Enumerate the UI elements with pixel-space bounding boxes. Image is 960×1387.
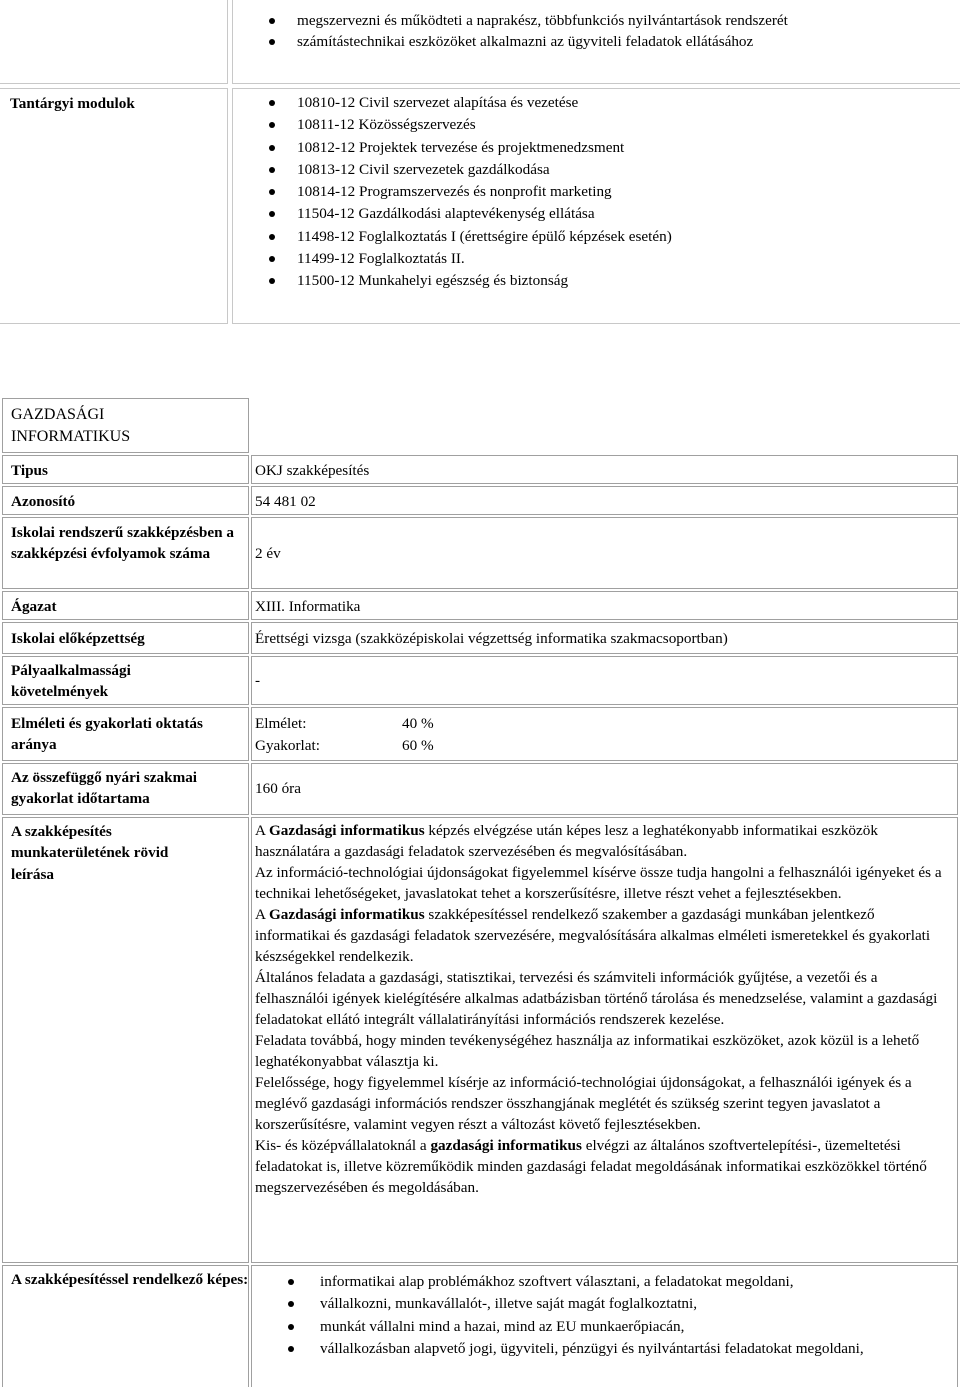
- nyari-label: Az összefüggő nyári szakmai gyakorlat időtartama: [11, 769, 198, 808]
- list-item: megszervezni és működteti a naprakész, többfunkciós nyilvántartások rendszerét: [259, 10, 788, 31]
- bullet-icon: [288, 1279, 294, 1285]
- kepes-value-cell: [251, 1265, 958, 1387]
- agazat-label-cell: [2, 591, 249, 620]
- nyari-label-cell: [2, 763, 249, 815]
- list-item: vállalkozásban alapvető jogi, ügyviteli, pénzügyi és nyilvántartási feladatokat megoldani,: [278, 1338, 918, 1360]
- leiras-paragraph: A Gazdasági informatikus szakképesítéssel rendelkező szakember a gazdasági munkában jelentkező informatikai és gazdasági feladatok szervezésére, megvalósítására alkalmas elméleti ismeretekkel és gyakorlati készségekkel rendelkezik.: [255, 906, 931, 965]
- leiras-value-cell: [251, 817, 958, 1263]
- list-item: 11500-12 Munkahelyi egészség és biztonság: [259, 270, 672, 292]
- bullet-icon: [269, 18, 275, 24]
- azonosito-label-cell: [2, 486, 249, 515]
- leiras-paragraph: Az információ-technológiai újdonságokat figyelemmel kísérve össze tudja hangolni a felhasználói igényeket és a technikai lehetőségeket, javaslatokat tehet a korszerűsítésre, illetve részt vehet a fejlesztésekben.: [255, 864, 942, 902]
- bullet-icon: [269, 122, 275, 128]
- bullet-icon: [269, 39, 275, 45]
- elokepzettseg-value: Érettségi vizsga (szakközépiskolai végzettség informatika szakmacsoportban): [255, 630, 728, 647]
- leiras-paragraph: Felelőssége, hogy figyelemmel kísérje az információ-technológiai újdonságokat, a felhasználói igények és a meglévő gazdasági információs rendszer összhangjának meglétét és szükség szerint tegyen javaslatot a korszerűsítésre, valamint vegyen részt a változást követő fejlesztésekben.: [255, 1074, 912, 1133]
- modules-label-cell: [0, 88, 228, 324]
- nyari-value-cell: [251, 763, 958, 815]
- arany-value-cell: [251, 707, 958, 761]
- bullet-icon: [269, 278, 275, 284]
- bullet-icon: [269, 256, 275, 262]
- list-item: 11498-12 Foglalkoztatás I (érettségire épülő képzések esetén): [259, 226, 672, 248]
- top-left-cell: [0, 0, 228, 84]
- bullet-icon: [269, 189, 275, 195]
- elokepzettseg-value-cell: [251, 622, 958, 654]
- kepes-list: [278, 1271, 918, 1361]
- elokepzettseg-label-cell: [2, 622, 249, 654]
- list-item: 10811-12 Közösségszervezés: [259, 114, 672, 136]
- azonosito-value-cell: [251, 486, 958, 515]
- elmelet-value: 40 %: [402, 715, 434, 732]
- nyari-value: 160 óra: [255, 780, 301, 797]
- agazat-label: Ágazat: [11, 598, 57, 615]
- tipus-value: OKJ szakképesítés: [255, 462, 370, 479]
- bullet-icon: [269, 234, 275, 240]
- list-item: 11504-12 Gazdálkodási alaptevékenység ellátása: [259, 203, 672, 225]
- kepes-label: A szakképesítéssel rendelkező képes:: [11, 1271, 249, 1288]
- bullet-icon: [288, 1346, 294, 1352]
- leiras-paragraph: Feladata továbbá, hogy minden tevékenységéhez használja az informatikai eszközöket, azok közül is a lehető leghatékonyabbat választja ki.: [255, 1032, 920, 1070]
- list-item: informatikai alap problémákhoz szoftvert választani, a feladatokat megoldani,: [278, 1271, 918, 1293]
- top-bullet-list: [259, 10, 788, 53]
- arany-label-cell: [2, 707, 249, 761]
- kepes-label-cell: [2, 1265, 249, 1387]
- bullet-icon: [269, 211, 275, 217]
- leiras-label: A szakképesítés munkaterületének rövid leírása: [11, 823, 169, 883]
- agazat-value-cell: [251, 591, 958, 620]
- palyaalkalmassag-label-cell: [2, 656, 249, 705]
- arany-label: Elméleti és gyakorlati oktatás aránya: [11, 715, 203, 754]
- elmelet-label: Elmélet:: [255, 715, 307, 732]
- bullet-icon: [288, 1324, 294, 1330]
- bullet-icon: [269, 167, 275, 173]
- evfolyam-label: Iskolai rendszerű szakképzésben a szakképzési évfolyamok száma: [11, 524, 234, 563]
- gyakorlat-label: Gyakorlat:: [255, 737, 320, 754]
- page-title: GAZDASÁGI INFORMATIKUS: [11, 406, 131, 445]
- list-item: munkát vállalni mind a hazai, mind az EU munkaerőpiacán,: [278, 1316, 918, 1338]
- leiras-paragraph: Általános feladata a gazdasági, statisztikai, tervezési és számviteli információk gyűjtése, a vezetői és a felhasználói igények kielégítésére alkalmas adatbázisban történő tárolása és menedzselése, valamint a gazdasági feladatokat ellátó integrált vállalatirányítási információs rendszerek kezelése.: [255, 969, 938, 1028]
- leiras-label-cell: [2, 817, 249, 1263]
- palyaalkalmassag-label: Pályaalkalmassági követelmények: [11, 662, 131, 701]
- list-item: számítástechnikai eszközöket alkalmazni az ügyviteli feladatok ellátásához: [259, 31, 788, 52]
- list-item: vállalkozni, munkavállalót-, illetve saját magát foglalkoztatni,: [278, 1293, 918, 1315]
- modules-label: Tantárgyi modulok: [10, 95, 135, 112]
- modules-list-cell: [232, 88, 960, 324]
- evfolyam-label-cell: [2, 517, 249, 589]
- leiras-paragraph: Kis- és középvállalatoknál a gazdasági informatikus elvégzi az általános szoftvertelepítési-, üzemeltetési feladatokat is, illetve közreműködik minden gazdasági feladat megoldásának informatikai eszközökkel történő megszervezésében és megoldásában.: [255, 1137, 927, 1196]
- list-item: 10810-12 Civil szervezet alapítása és vezetése: [259, 92, 672, 114]
- profile-title-cell: [2, 398, 249, 453]
- tipus-value-cell: [251, 455, 958, 484]
- modules-list: [259, 92, 672, 293]
- tipus-label-cell: [2, 455, 249, 484]
- bullet-icon: [288, 1301, 294, 1307]
- leiras-paragraph: A Gazdasági informatikus képzés elvégzése után képes lesz a leghatékonyabb informatikai eszközök használatára a gazdasági feladatok szervezésében és megvalósításában.: [255, 822, 878, 860]
- elokepzettseg-label: Iskolai előképzettség: [11, 630, 145, 647]
- agazat-value: XIII. Informatika: [255, 598, 361, 615]
- azonosito-label: Azonosító: [11, 493, 76, 510]
- list-item: 11499-12 Foglalkoztatás II.: [259, 248, 672, 270]
- evfolyam-value-cell: [251, 517, 958, 589]
- tipus-label: Tipus: [11, 462, 48, 479]
- top-right-cell: [232, 0, 960, 84]
- gyakorlat-value: 60 %: [402, 737, 434, 754]
- bullet-icon: [269, 145, 275, 151]
- evfolyam-value: 2 év: [255, 545, 281, 562]
- bullet-icon: [269, 100, 275, 106]
- palyaalkalmassag-value-cell: [251, 656, 958, 705]
- list-item: 10814-12 Programszervezés és nonprofit marketing: [259, 181, 672, 203]
- leiras-text: [255, 820, 952, 1198]
- palyaalkalmassag-value: -: [255, 672, 261, 689]
- list-item: 10812-12 Projektek tervezése és projektmenedzsment: [259, 137, 672, 159]
- azonosito-value: 54 481 02: [255, 493, 316, 510]
- list-item: 10813-12 Civil szervezetek gazdálkodása: [259, 159, 672, 181]
